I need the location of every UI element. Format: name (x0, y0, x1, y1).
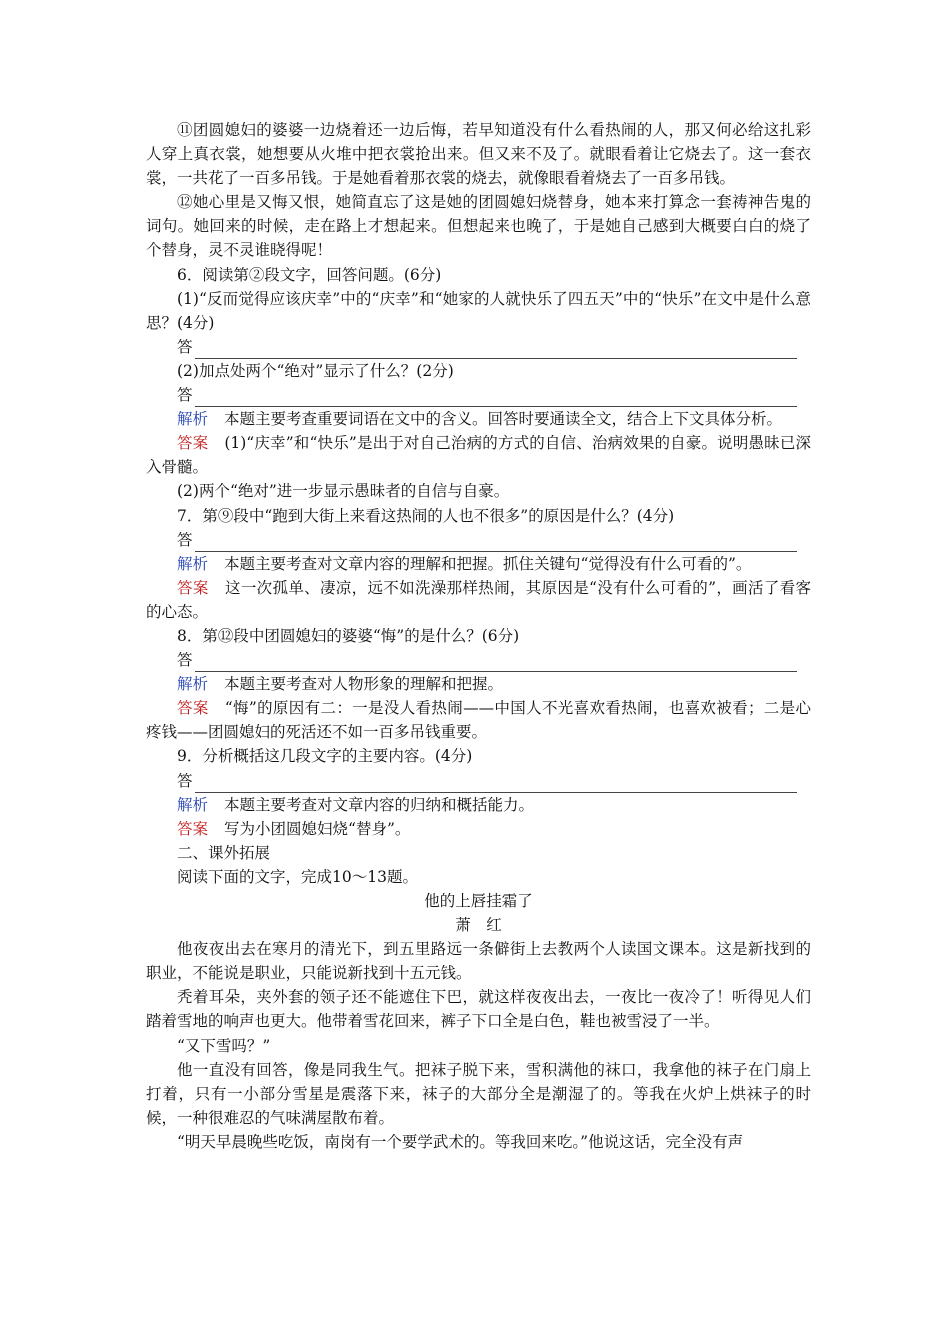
answer-blank[interactable] (195, 774, 797, 793)
q6-answer-text-2: (2)两个“绝对”进一步显示愚昧者的自信与自豪。 (177, 482, 510, 501)
q9-answer (146, 817, 811, 841)
answer-prefix: 答 (177, 530, 193, 549)
q9-stem: 9．分析概括这几段文字的主要内容。(4分) (177, 747, 473, 766)
q7-answer-line[interactable] (146, 528, 811, 552)
q9-analysis-text: 本题主要考查对文章内容的归纳和概括能力。 (224, 795, 535, 814)
q7-answer (146, 576, 811, 624)
answer-prefix: 答 (177, 651, 193, 670)
q9-answer-line[interactable] (146, 769, 811, 793)
analysis-label: 解析 (177, 795, 209, 814)
answer-blank[interactable] (195, 533, 797, 552)
answer-label: 答案 (177, 434, 209, 453)
essay-author: 萧 红 (455, 916, 502, 935)
q8-answer (146, 696, 811, 744)
paragraph-11: ⑪团圆媳妇的婆婆一边烧着还一边后悔，若早知道没有什么看热闹的人，那又何必给这扎彩人穿上真衣裳，她想要从火堆中把衣裳抢出来。但又来不及了。就眼看着让它烧去了。这一套衣裳，一共花了一百多吊钱。于是她看着那衣裳的烧去，就像眼看着烧去了一百多吊钱。 (146, 121, 811, 188)
q6-answer-line-1[interactable] (146, 335, 811, 359)
essay-paragraph-1: 他夜夜出去在寒月的清光下，到五里路远一条僻街上去教两个人读国文课本。这是新找到的职业，不能说是职业，只能说新找到十五元钱。 (146, 940, 811, 983)
q8-analysis-text: 本题主要考查对人物形象的理解和把握。 (224, 675, 504, 694)
analysis-label: 解析 (177, 410, 209, 429)
section-instruction: 阅读下面的文字，完成10～13题。 (177, 867, 418, 886)
essay-title: 他的上唇挂霜了 (424, 892, 533, 910)
answer-prefix: 答 (177, 386, 193, 405)
q8-answer-line[interactable] (146, 648, 811, 672)
q9-answer-text: 写为小团圆媳妇烧“替身”。 (224, 819, 411, 838)
q6-sub2: (2)加点处两个“绝对”显示了什么？(2分) (177, 361, 454, 380)
answer-blank[interactable] (195, 653, 797, 672)
essay-paragraph-2: 秃着耳朵，夹外套的领子还不能遮住下巴，就这样夜夜出去，一夜比一夜冷了！听得见人们踏着雪地的响声也更大。他带着雪花回来，裤子下口全是白色，鞋也被雪浸了一半。 (146, 988, 811, 1031)
answer-prefix: 答 (177, 337, 193, 356)
essay-paragraph-5: “明天早晨晚些吃饭，南岗有一个要学武术的。等我回来吃。”他说这话，完全没有声 (177, 1132, 744, 1151)
q8-answer-text: “悔”的原因有二：一是没人看热闹——中国人不光喜欢看热闹，也喜欢被看；二是心疼钱——团圆媳妇的死活还不如一百多吊钱重要。 (146, 699, 811, 742)
q6-answer-text-1: (1)“庆幸”和“快乐”是出于对自己治病的方式的自信、治病效果的自豪。说明愚昧已深入骨髓。 (146, 434, 811, 477)
q8-stem: 8．第⑫段中团圆媳妇的婆婆“悔”的是什么？(6分) (177, 626, 520, 645)
q8-analysis (146, 672, 811, 696)
analysis-label: 解析 (177, 554, 209, 573)
q9-analysis (146, 793, 811, 817)
q6-stem: 6．阅读第②段文字，回答问题。(6分) (177, 265, 442, 284)
q7-analysis-text: 本题主要考查对文章内容的理解和把握。抓住关键句“觉得没有什么可看的”。 (224, 554, 752, 573)
document-page (146, 118, 811, 1154)
q7-answer-text: 这一次孤单、凄凉，远不如洗澡那样热闹，其原因是“没有什么可看的”，画活了看客的心态。 (146, 578, 811, 621)
answer-label: 答案 (177, 699, 209, 718)
answer-blank[interactable] (195, 388, 797, 407)
answer-label: 答案 (177, 819, 209, 838)
paragraph-12: ⑫她心里是又悔又恨，她简直忘了这是她的团圆媳妇烧替身，她本来打算念一套祷神告鬼的词句。她回来的时候，走在路上才想起来。但想起来也晚了，于是她自己感到大概要白白的烧了个替身，灵不灵谁晓得呢！ (146, 193, 811, 260)
answer-prefix: 答 (177, 771, 193, 790)
q6-analysis (146, 407, 811, 431)
essay-paragraph-3: “又下雪吗？” (177, 1036, 271, 1055)
q6-analysis-text: 本题主要考查重要词语在文中的含义。回答时要通读全文，结合上下文具体分析。 (224, 410, 783, 429)
analysis-label: 解析 (177, 675, 209, 694)
q7-analysis (146, 552, 811, 576)
q6-answer-line-2[interactable] (146, 383, 811, 407)
section-heading: 二、课外拓展 (177, 843, 271, 862)
essay-paragraph-4: 他一直没有回答，像是同我生气。把袜子脱下来，雪积满他的袜口，我拿他的袜子在门扇上打着，只有一小部分雪星是震落下来，袜子的大部分全是潮湿了的。等我在火炉上烘袜子的时候，一种很难忍的气味满屋散布着。 (146, 1060, 811, 1127)
q6-answer (146, 431, 811, 479)
answer-label: 答案 (177, 578, 209, 597)
q7-stem: 7．第⑨段中“跑到大街上来看这热闹的人也不很多”的原因是什么？(4分) (177, 506, 675, 525)
answer-blank[interactable] (195, 340, 797, 359)
q6-sub1: (1)“反而觉得应该庆幸”中的“庆幸”和“她家的人就快乐了四五天”中的“快乐”在文中是什么意思？(4分) (146, 289, 811, 332)
